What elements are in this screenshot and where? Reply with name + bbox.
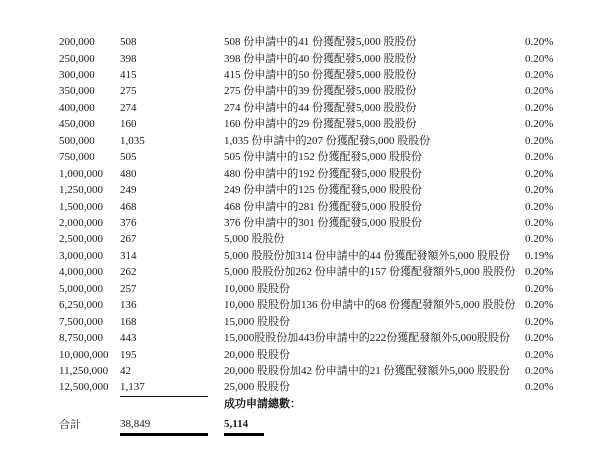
valid-applications-cell: 505 [120, 151, 137, 164]
total-double-rule-right [224, 433, 264, 436]
shares-applied-cell: 8,750,000 [59, 332, 103, 345]
table-row [0, 216, 593, 231]
allotment-basis-cell: 505 份申請中的152 份獲配發5,000 股股份 [224, 151, 422, 164]
allotment-basis-cell: 480 份申請中的192 份獲配發5,000 股股份 [224, 167, 422, 180]
shares-applied-cell: 10,000,000 [59, 348, 109, 361]
shares-applied-cell: 450,000 [59, 118, 95, 131]
shares-applied-cell: 11,250,000 [59, 365, 109, 377]
table-row [0, 117, 593, 132]
allotment-percentage-cell: 0.20% [525, 348, 554, 361]
valid-applications-cell: 468 [120, 200, 137, 213]
table-row [0, 380, 593, 395]
allotment-percentage-cell: 0.20% [525, 315, 554, 328]
allotment-basis-cell: 10,000 股股份 [224, 282, 290, 295]
allotment-basis-cell: 20,000 股股份 [224, 348, 290, 361]
allotment-basis-cell: 1,035 份申請中的207 份獲配發5,000 股股份 [224, 134, 431, 147]
shares-applied-cell: 250,000 [59, 52, 95, 65]
successful-applications-heading: 成功申請總數： [224, 397, 301, 411]
table-row [0, 134, 593, 149]
shares-applied-cell: 2,500,000 [59, 233, 103, 246]
shares-applied-cell: 350,000 [59, 85, 95, 98]
valid-applications-cell: 508 [120, 36, 137, 48]
allotment-basis-cell: 10,000 股股份加136 份申請中的68 份獲配發額外5,000 股股份 [224, 299, 516, 312]
table-row [0, 183, 593, 198]
allotment-percentage-cell: 0.20% [525, 167, 554, 180]
allotment-percentage-cell: 0.20% [525, 101, 554, 114]
table-row [0, 282, 593, 297]
shares-applied-cell: 1,500,000 [59, 200, 103, 213]
table-row [0, 200, 593, 215]
shares-applied-cell: 6,250,000 [59, 299, 103, 312]
allotment-percentage-cell: 0.20% [525, 332, 554, 345]
table-row [0, 348, 593, 363]
table-row [0, 315, 593, 330]
allotment-percentage-cell: 0.20% [525, 216, 554, 229]
allotment-basis-cell: 275 份申請中的39 份獲配發5,000 股股份 [224, 85, 417, 98]
allotment-percentage-cell: 0.20% [525, 68, 554, 81]
valid-applications-cell: 267 [120, 233, 137, 246]
valid-applications-cell: 249 [120, 184, 137, 196]
table-row [0, 52, 593, 67]
allotment-percentage-cell: 0.20% [525, 200, 554, 213]
valid-applications-cell: 415 [120, 68, 137, 81]
valid-applications-cell: 257 [120, 282, 137, 295]
allotment-basis-cell: 20,000 股股份加42 份申請中的21 份獲配發額外5,000 股股份 [224, 365, 510, 377]
allotment-basis-cell: 274 份申請中的44 份獲配發5,000 股股份 [224, 101, 417, 114]
valid-applications-cell: 160 [120, 118, 137, 131]
allotment-basis-cell: 15,000股股份加443份申請中的222份獲配發額外5,000股股份 [224, 332, 510, 345]
valid-applications-cell: 443 [120, 332, 137, 345]
valid-applications-cell: 376 [120, 216, 137, 229]
shares-applied-cell: 500,000 [59, 134, 95, 147]
shares-applied-cell: 1,000,000 [59, 167, 103, 180]
total-applications-value: 38,849 [120, 418, 151, 431]
table-row [0, 232, 593, 247]
subtotal-rule [120, 396, 208, 397]
allotment-basis-cell: 398 份申請中的40 份獲配發5,000 股股份 [224, 52, 417, 65]
valid-applications-cell: 480 [120, 167, 137, 180]
table-row [0, 101, 593, 116]
table-row [0, 265, 593, 280]
allotment-percentage-cell: 0.20% [525, 184, 554, 196]
allotment-percentage-cell: 0.20% [525, 365, 554, 377]
valid-applications-cell: 168 [120, 315, 137, 328]
total-label: 合計 [59, 418, 81, 432]
valid-applications-cell: 195 [120, 348, 137, 361]
allotment-basis-cell: 5,000 股股份加262 份申請中的157 份獲配發額外5,000 股股份 [224, 266, 516, 279]
allotment-percentage-cell: 0.20% [525, 299, 554, 312]
valid-applications-cell: 314 [120, 249, 137, 262]
allotment-basis-cell: 415 份申請中的50 份獲配發5,000 股股份 [224, 68, 417, 81]
allotment-percentage-cell: 0.20% [525, 381, 554, 394]
valid-applications-cell: 136 [120, 299, 137, 312]
allotment-basis-cell: 508 份申請中的41 份獲配發5,000 股股份 [224, 36, 417, 48]
table-row [0, 68, 593, 83]
allotment-basis-cell: 160 份申請中的29 份獲配發5,000 股股份 [224, 118, 417, 131]
allotment-basis-cell: 5,000 股股份加314 份申請中的44 份獲配發額外5,000 股股份 [224, 249, 510, 262]
valid-applications-cell: 1,035 [120, 134, 145, 147]
valid-applications-cell: 274 [120, 101, 137, 114]
table-row [0, 249, 593, 264]
allotment-percentage-cell: 0.20% [525, 134, 554, 147]
shares-applied-cell: 3,000,000 [59, 249, 103, 262]
shares-applied-cell: 4,000,000 [59, 266, 103, 279]
allotment-percentage-cell: 0.20% [525, 52, 554, 65]
table-row [0, 35, 593, 50]
shares-applied-cell: 12,500,000 [59, 381, 109, 394]
allotment-percentage-cell: 0.19% [525, 249, 554, 262]
allotment-basis-cell: 15,000 股股份 [224, 315, 290, 328]
valid-applications-cell: 262 [120, 266, 137, 279]
allotment-basis-cell: 249 份申請中的125 份獲配發5,000 股股份 [224, 184, 422, 196]
allotment-percentage-cell: 0.20% [525, 85, 554, 98]
shares-applied-cell: 750,000 [59, 151, 95, 164]
shares-applied-cell: 300,000 [59, 68, 95, 81]
total-double-rule-left [120, 433, 208, 436]
shares-applied-cell: 400,000 [59, 101, 95, 114]
allotment-basis-cell: 5,000 股股份 [224, 233, 285, 246]
allotment-percentage-cell: 0.20% [525, 118, 554, 131]
valid-applications-cell: 1,137 [120, 381, 145, 394]
allotment-basis-cell: 25,000 股股份 [224, 381, 290, 394]
valid-applications-cell: 275 [120, 85, 137, 98]
shares-applied-cell: 7,500,000 [59, 315, 103, 328]
allotment-percentage-cell: 0.20% [525, 282, 554, 295]
allotment-basis-cell: 376 份申請中的301 份獲配發5,000 股股份 [224, 216, 422, 229]
allotment-basis-cell: 468 份申請中的281 份獲配發5,000 股股份 [224, 200, 422, 213]
table-row [0, 364, 593, 379]
table-row [0, 167, 593, 182]
table-row [0, 84, 593, 99]
allotment-percentage-cell: 0.20% [525, 266, 554, 279]
allotment-percentage-cell: 0.20% [525, 233, 554, 246]
successful-applications-value: 5,114 [224, 418, 249, 431]
allotment-percentage-cell: 0.20% [525, 36, 554, 48]
allotment-percentage-cell: 0.20% [525, 151, 554, 164]
shares-applied-cell: 1,250,000 [59, 184, 103, 196]
shares-applied-cell: 200,000 [59, 36, 95, 48]
valid-applications-cell: 42 [120, 365, 131, 377]
shares-applied-cell: 2,000,000 [59, 216, 103, 229]
table-row [0, 150, 593, 165]
shares-applied-cell: 5,000,000 [59, 282, 103, 295]
table-row [0, 298, 593, 313]
table-row [0, 331, 593, 346]
valid-applications-cell: 398 [120, 52, 137, 65]
